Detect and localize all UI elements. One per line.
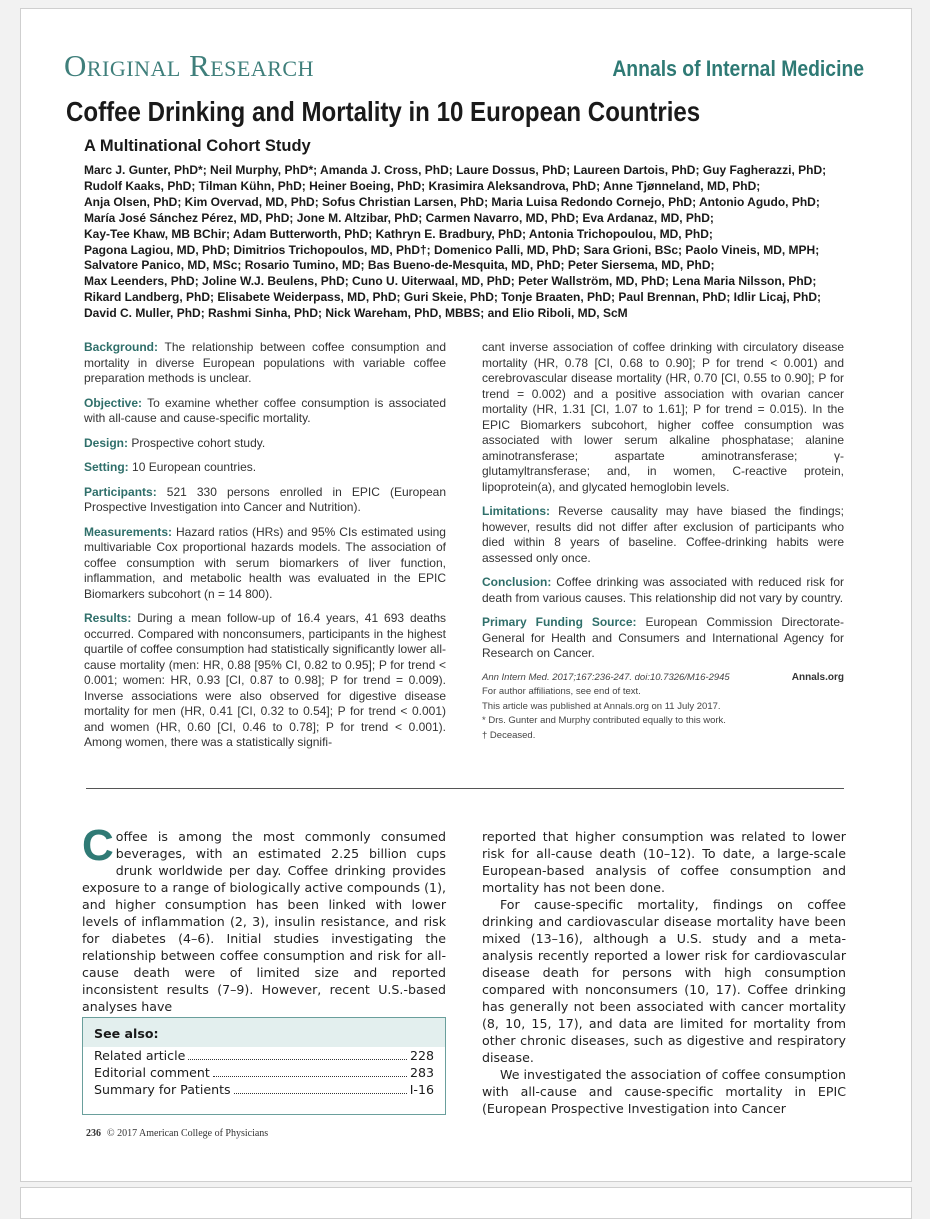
body-p1-text: offee is among the most commonly consumed beverages, with an estimated 2.25 billion cups drunk worldwide per day. Coffee drinking provides exposure to a range of biologically active compounds (1), and higher consumption has been linked with lower levels of inflammation (2, 3), insulin resistance, and risk for diabetes (4–6). Initial studies investigating the relationship between coffee consumption and risk for all-cause death were of limited size and reported inconsistent results (7–9). However, recent U.S.-based analyses have	[82, 829, 446, 1014]
dot-leader	[188, 1059, 407, 1060]
dot-leader	[234, 1093, 407, 1094]
conclusion-label: Conclusion:	[482, 575, 552, 589]
citation-published: This article was published at Annals.org on 11 July 2017.	[482, 700, 721, 712]
see-also-item[interactable]	[83, 1047, 445, 1064]
author-line: María José Sánchez Pérez, MD, PhD; Jone M. Altzibar, PhD; Carmen Navarro, MD, PhD; Eva Ardanaz, MD, PhD;	[84, 210, 714, 225]
abstract-results	[84, 611, 446, 751]
abstract-design	[84, 436, 446, 452]
results-text: During a mean follow-up of 16.4 years, 41 693 deaths occurred. Compared with nonconsumers, participants in the highest quartile of coffee consumption had statistically significantly lower all-cause mortality (men: HR, 0.88 [95% CI, 0.82 to 0.95]; P for trend < 0.001; women: HR, 0.93 [CI, 0.87 to 0.98]; P for trend = 0.009). Inverse associations were also observed for digestive disease mortality for men (HR, 0.41 [CI, 0.32 to 0.54]; P for trend < 0.001) and women (HR, 0.60 [CI, 0.46 to 0.78]; P for trend < 0.001). Among women, there was a statistically signifi-	[84, 611, 446, 749]
dot-leader	[213, 1076, 407, 1077]
author-line: Max Leenders, PhD; Joline W.J. Beulens, PhD; Cuno U. Uiterwaal, MD, PhD; Peter Wallström, MD, PhD; Lena Maria Nilsson, PhD;	[84, 274, 817, 289]
design-label: Design:	[84, 435, 129, 450]
abstract-results-continued: cant inverse association of coffee drinking with circulatory disease mortality (HR, 0.78 [CI, 0.68 to 0.90]; P for trend < 0.001) and cerebrovascular disease mortality (HR, 0.70 [CI, 0.55 to 0.90]; P for trend = 0.002) and a positive association with ovarian cancer mortality (HR, 1.31 [CI, 1.07 to 1.61]; P for trend = 0.015). In the EPIC Biomarkers subcohort, higher coffee consumption was associated with lower serum alkaline phosphatase; alanine aminotransferase; aspartate aminotransferase; γ-glutamyltransferase; and, in women, C-reactive protein, lipoprotein(a), and glycated hemoglobin levels.	[482, 340, 844, 494]
author-line: Pagona Lagiou, MD, PhD; Dimitrios Trichopoulos, MD, PhD†; Domenico Palli, MD, PhD; Sara Grioni, BSc; Paolo Vineis, MD, MPH;	[84, 242, 820, 257]
author-line: Marc J. Gunter, PhD*; Neil Murphy, PhD*; Amanda J. Cross, PhD; Laure Dossus, PhD; Laureen Dartois, PhD; Guy Fagherazzi, PhD;	[84, 163, 827, 177]
see-also-heading: See also:	[83, 1018, 445, 1047]
copyright: © 2017 American College of Physicians	[107, 1128, 269, 1139]
abstract-conclusion	[482, 575, 844, 606]
author-line: Anja Olsen, PhD; Kim Overvad, MD, PhD; Sofus Christian Larsen, PhD; Maria Luisa Redondo Cornejo, PhD; Antonio Agudo, PhD;	[84, 194, 820, 209]
citation-equal-contribution: * Drs. Gunter and Murphy contributed equally to this work.	[482, 715, 726, 726]
see-also-label: Editorial comment	[94, 1065, 210, 1080]
see-also-page: 228	[409, 1048, 434, 1063]
funding-text: European Commission Directorate-General for Health and Consumers and International Agency for Research on Cancer.	[482, 615, 844, 660]
abstract-background	[84, 340, 446, 387]
conclusion-text: Coffee drinking was associated with reduced risk for death from various causes. This relationship did not vary by country.	[482, 575, 844, 605]
article-title: Coffee Drinking and Mortality in 10 European Countries	[66, 96, 701, 127]
setting-label: Setting:	[84, 460, 129, 474]
section-divider	[86, 788, 844, 789]
objective-label: Objective:	[84, 395, 143, 410]
participants-label: Participants:	[84, 484, 157, 499]
author-line: David C. Muller, PhD; Rashmi Sinha, PhD; Nick Wareham, PhD, MBBS; and Elio Riboli, MD, ScM	[84, 306, 628, 321]
citation-block	[482, 671, 844, 744]
see-also-item[interactable]	[83, 1081, 445, 1098]
journal-name: Annals of Internal Medicine	[612, 56, 864, 81]
background-text: The relationship between coffee consumption and mortality in diverse European populations with variable coffee preparation methods is unclear.	[84, 340, 446, 385]
author-list	[84, 163, 854, 322]
citation-ref: Ann Intern Med. 2017;167:236-247. doi:10.7326/M16-2945	[482, 671, 730, 683]
measurements-label: Measurements:	[84, 524, 173, 539]
see-also-page: I-16	[409, 1082, 434, 1097]
author-line: Rikard Landberg, PhD; Elisabete Weiderpass, MD, PhD; Guri Skeie, PhD; Tonje Braaten, PhD; Paul Brennan, PhD; Idlir Licaj, PhD;	[84, 290, 822, 305]
abstract-objective	[84, 396, 446, 427]
abstract-participants	[84, 485, 446, 516]
participants-text: 521 330 persons enrolled in EPIC (European Prospective Investigation into Cancer and Nutrition).	[84, 484, 446, 514]
limitations-text: Reverse causality may have biased the findings; however, results did not differ after exclusion of participants who died within 8 years of baseline. Coffee-drinking habits were assessed only once.	[482, 504, 844, 565]
page-footer	[86, 1128, 268, 1139]
body-p1-continued: reported that higher consumption was related to lower risk for all-cause death (10–12). To date, a large-scale European-based analysis of coffee consumption and mortality has not been done.	[482, 829, 846, 895]
see-also-box	[82, 1017, 446, 1115]
body-right-column	[482, 828, 846, 1117]
author-line: Kay-Tee Khaw, MB BChir; Adam Butterworth, PhD; Kathryn E. Bradbury, PhD; Antonia Trichopoulou, MD, PhD;	[84, 226, 713, 241]
abstract-setting	[84, 460, 446, 476]
funding-label: Primary Funding Source:	[482, 615, 637, 629]
body-paragraph-1	[82, 821, 446, 1015]
see-also-label: Summary for Patients	[94, 1082, 231, 1097]
setting-text: 10 European countries.	[132, 460, 257, 474]
annals-org-link[interactable]: Annals.org	[791, 671, 844, 683]
next-page-edge	[20, 1187, 912, 1219]
abstract-right-column	[482, 340, 844, 743]
abstract-measurements	[84, 525, 446, 603]
page-number: 236	[86, 1128, 101, 1139]
body-paragraph-2: For cause-specific mortality, findings on coffee drinking and cardiovascular disease mortality have been mixed (13–16), although a U.S. study and a meta-analysis recently reported a lower risk for cardiovascular disease death for persons with high consumption compared with nonconsumers (10, 17). Coffee drinking has generally not been associated with cancer mortality (8, 10, 15, 17), and data are limited for mortality from other chronic diseases, such as digestive and respiratory disease.	[482, 897, 846, 1065]
citation-affiliations: For author affiliations, see end of text.	[482, 686, 641, 697]
article-subtitle: A Multinational Cohort Study	[84, 137, 311, 155]
see-also-label: Related article	[94, 1048, 186, 1063]
see-also-item[interactable]	[83, 1064, 445, 1081]
objective-text: To examine whether coffee consumption is associated with all-cause and cause-specific mortality.	[84, 395, 446, 425]
section-label: Original Research	[64, 48, 314, 83]
author-line: Salvatore Panico, MD, MSc; Rosario Tumino, MD; Bas Bueno-de-Mesquita, MD, PhD; Peter Siersema, MD, PhD;	[84, 258, 715, 273]
background-label: Background:	[84, 340, 159, 354]
author-line: Rudolf Kaaks, PhD; Tilman Kühn, PhD; Heiner Boeing, PhD; Krasimira Aleksandrova, PhD; Anne Tjønneland, MD, PhD;	[84, 178, 761, 193]
drop-cap: C	[82, 821, 114, 870]
abstract-left-column	[84, 340, 446, 760]
results-label: Results:	[84, 611, 132, 625]
abstract-funding	[482, 615, 844, 662]
see-also-page: 283	[409, 1065, 434, 1080]
measurements-text: Hazard ratios (HRs) and 95% CIs estimated using multivariable Cox proportional hazards models. The association of coffee consumption with serum biomarkers of liver function, inflammation, and metabolic health was evaluated in the EPIC Biomarkers subcohort (n = 14 800).	[84, 524, 446, 601]
design-text: Prospective cohort study.	[131, 435, 266, 450]
citation-deceased: † Deceased.	[482, 729, 536, 741]
limitations-label: Limitations:	[482, 504, 550, 518]
body-left-column	[82, 821, 446, 1015]
body-paragraph-3: We investigated the association of coffee consumption with all-cause and cause-specific mortality in EPIC (European Prospective Investigation into Cancer	[482, 1067, 846, 1116]
abstract-limitations	[482, 504, 844, 566]
